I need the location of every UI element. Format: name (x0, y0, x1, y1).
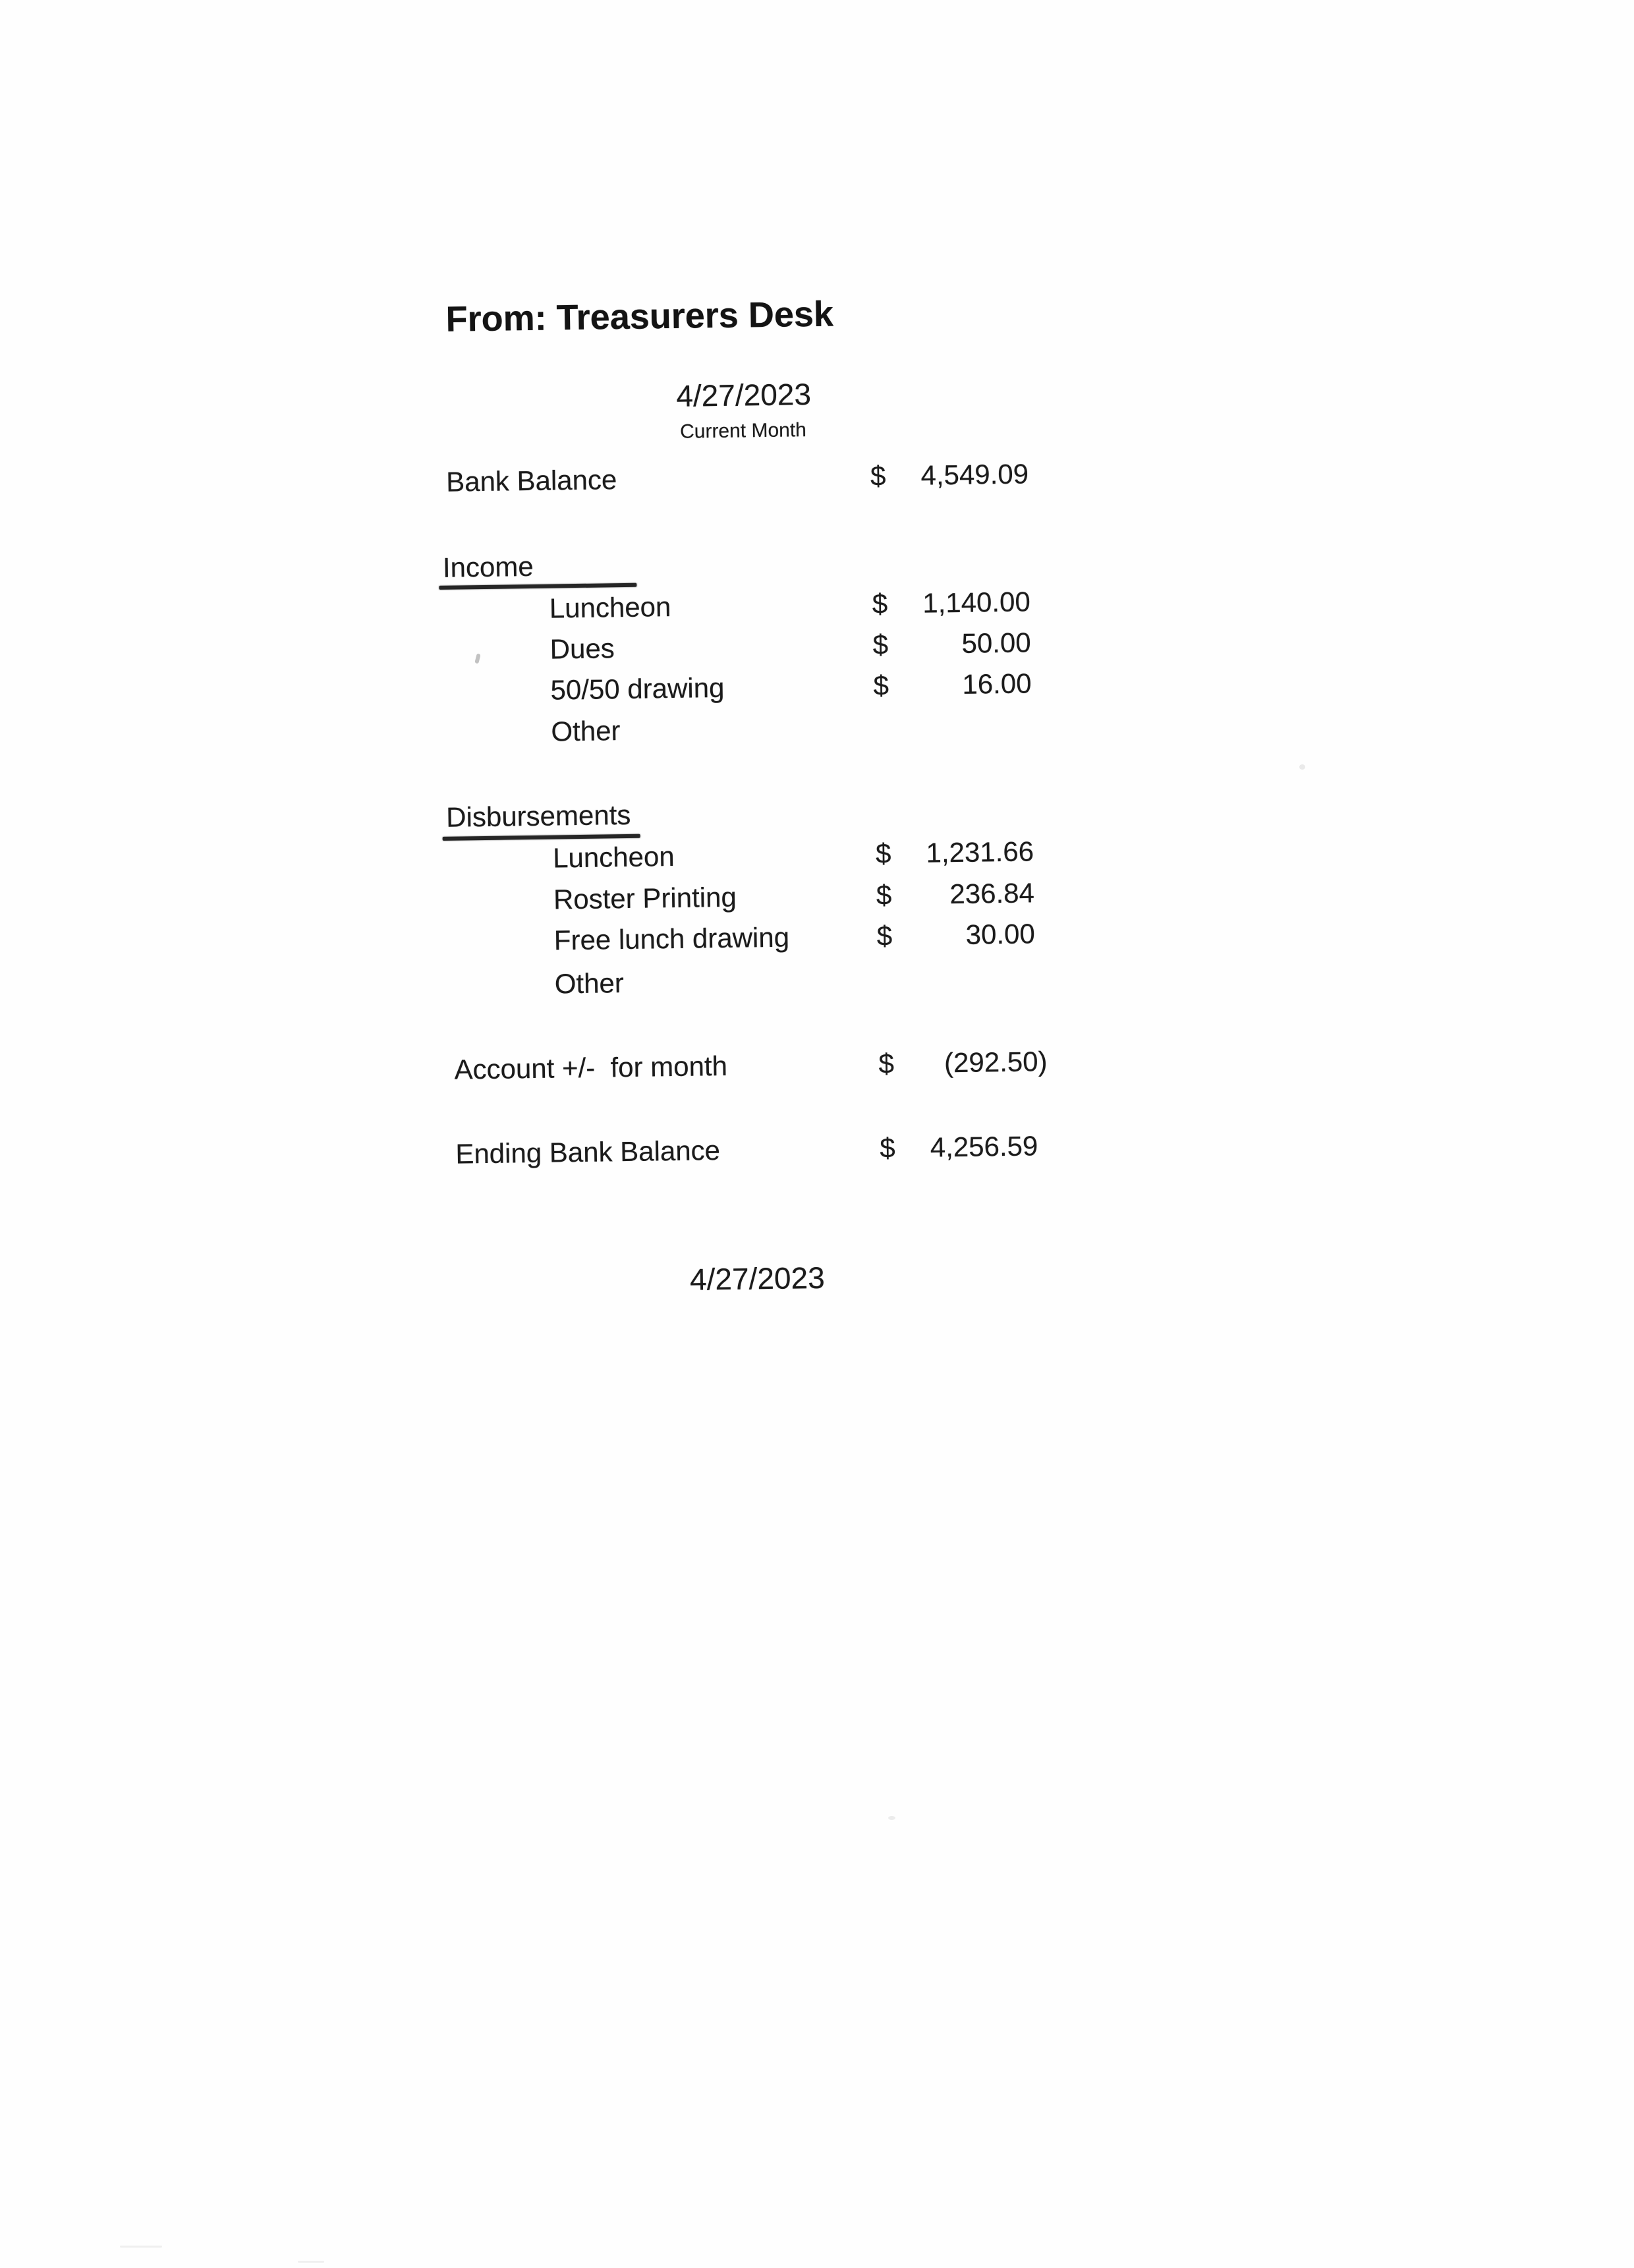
income-item-money (872, 586, 1030, 619)
currency-symbol: $ (875, 837, 891, 869)
disbursement-item-amount: 236.84 (949, 877, 1035, 910)
currency-symbol: $ (876, 879, 892, 911)
income-item-money (873, 667, 1032, 701)
disbursement-item-label: Roster Printing (553, 881, 737, 915)
ending-balance-money (880, 1130, 1038, 1164)
disbursement-item-label: Luncheon (552, 840, 675, 874)
income-item-label: Dues (549, 633, 615, 665)
disbursements-section-title: Disbursements (445, 799, 631, 833)
income-item-label: 50/50 drawing (550, 671, 725, 706)
ending-balance-row (0, 1122, 1634, 1179)
currency-symbol: $ (872, 629, 889, 660)
ending-balance-amount: 4,256.59 (930, 1130, 1038, 1163)
footer-date: 4/27/2023 (689, 1260, 826, 1297)
account-change-money (878, 1046, 1048, 1080)
income-item-label: Luncheon (549, 591, 671, 624)
income-item-label: Other (551, 715, 621, 747)
income-item-amount: 50.00 (961, 627, 1031, 659)
disbursement-item-label: Free lunch drawing (553, 921, 790, 956)
disbursement-item-money (876, 918, 1035, 951)
bank-balance-money (870, 458, 1029, 492)
currency-symbol: $ (876, 920, 893, 951)
bank-balance-label: Bank Balance (445, 464, 617, 497)
income-item-amount: 1,140.00 (922, 586, 1031, 619)
column-header: Current Month (679, 419, 807, 443)
currency-symbol: $ (879, 1132, 895, 1164)
document-title: From: Treasurers Desk (445, 294, 834, 339)
income-item-amount: 16.00 (962, 667, 1032, 700)
income-section-title: Income (442, 550, 534, 583)
disbursement-item-amount: 1,231.66 (926, 836, 1034, 868)
report-date: 4/27/2023 (675, 377, 812, 413)
disbursement-item-label: Other (554, 967, 625, 1000)
ending-balance-label: Ending Bank Balance (455, 1135, 721, 1170)
currency-symbol: $ (872, 588, 888, 619)
account-change-label: Account +/- for month (454, 1050, 728, 1085)
disbursement-item-money (876, 877, 1035, 911)
currency-symbol: $ (878, 1048, 895, 1079)
disbursement-item-amount: 30.00 (965, 918, 1036, 950)
currency-symbol: $ (873, 669, 889, 701)
bank-balance-row (0, 450, 1625, 507)
disbursement-item-money (876, 836, 1034, 869)
income-item-money (872, 627, 1031, 660)
account-change-row (0, 1038, 1633, 1095)
bank-balance-amount: 4,549.09 (920, 458, 1029, 491)
account-change-amount: (292.50) (944, 1046, 1048, 1079)
currency-symbol: $ (870, 460, 886, 492)
